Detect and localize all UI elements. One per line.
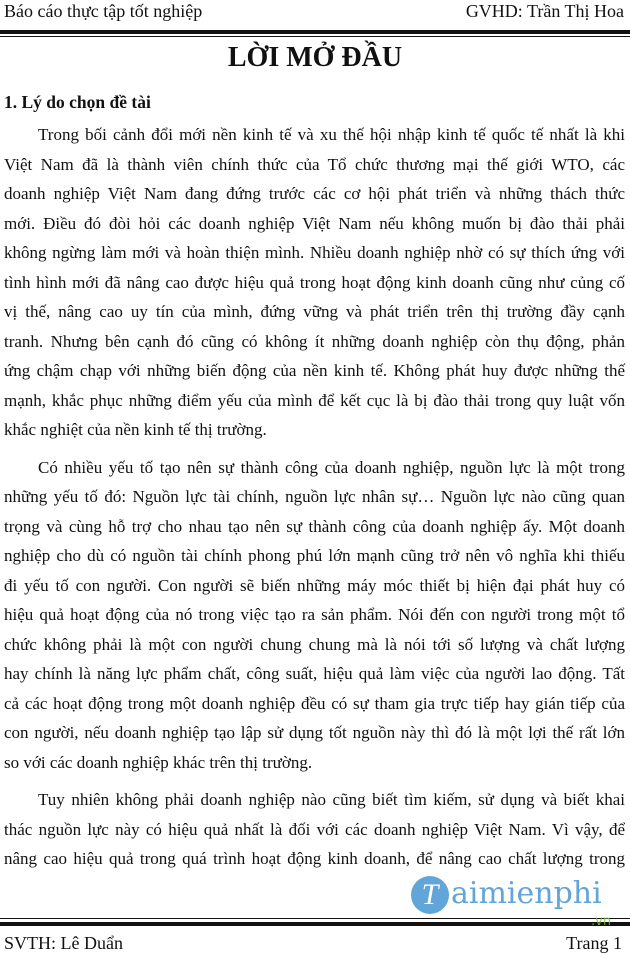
text-line: chức không phải là một con người chung chung mà là nói tới số lượng và chất lượng [4,634,625,654]
text-line: những yếu tố đó: Nguồn lực tài chính, nguồn lực nhân sự… Nguồn lực nào cũng quan [4,487,625,506]
paragraph [4,120,625,445]
watermark-logo-icon: T [411,876,449,914]
text-line: doanh nghiệp Việt Nam đang đứng trước các cơ hội phát triển và những thách thức [4,184,625,203]
text-line: Trong bối cảnh đổi mới nền kinh tế và xu thế hội nhập kinh tế quốc tế nhất là khi [38,125,625,144]
text-line: so với các doanh nghiệp khác trên thị trường. [4,752,313,772]
text-line: Có nhiều yếu tố tạo nên sự thành công của doanh nghiệp, nguồn lực là một trong [38,457,625,477]
page-title: LỜI MỞ ĐẦU [227,42,403,73]
text-line: vị thế, nâng cao uy tín của mình, đứng vững và phát triển trên thị trường đầy cạnh [4,302,625,321]
footer-rule-thin [0,918,630,919]
header-report-title: Báo cáo thực tập tốt nghiệp [4,1,203,21]
text-line: Tuy nhiên không phải doanh nghiệp nào cũng biết tìm kiếm, sử dụng và biết khai [38,790,625,809]
text-line: thác nguồn lực này có hiệu quả nhất là đối với các doanh nghiệp Việt Nam. Vì vậy, để [4,819,625,839]
text-line: không ngừng làm mới và hoàn thiện mình. Nhiều doanh nghiệp nhờ có sự thích ứng với [4,243,625,262]
page-header [4,1,624,25]
text-line: ứng chậm chạp với những biến động của nền kinh tế. Không phát huy được những thế [4,361,625,380]
footer-rule [0,922,630,926]
text-line: Việt Nam đã là thành viên chính thức của Tổ chức thương mại thế giới WTO, các [4,154,625,174]
text-line: tình hình mới đã nâng cao được hiệu quả trong hoạt động kinh doanh cũng như củng cố [4,272,625,292]
text-line: hay chính là năng lực phẩm chất, công suất, hiệu quả làm việc của người lao động. Tất [4,664,625,683]
body-text [4,120,625,882]
paragraph [4,785,625,874]
watermark-text: aimienphi [451,876,602,911]
text-line: hiệu quả hoạt động của nó trong việc tạo ra sản phẩm. Nói đến con người trong một tổ [4,605,625,624]
page-footer [4,933,622,954]
text-line: nghiệp cho dù có nguồn tài chính phong phú lớn mạnh cũng trở nên vô nghĩa khi thiếu [4,546,625,565]
header-rule [0,30,630,34]
header-rule-thin [0,36,630,37]
text-line: trọng và cùng hỗ trợ cho nhau tạo nên sự thành công của doanh nghiệp ấy. Một doanh [4,516,625,536]
text-line: mạnh, khắc phục những điểm yếu của mình để kết cục là bị đào thải trong quy luật vốn [4,390,625,410]
text-line: con người, nếu doanh nghiệp tạo lập sử dụng tốt nguồn này thì đó là một lợi thế rất lớn [4,723,625,742]
text-line: tranh. Nhưng bên cạnh đó cũng có không ít những doanh nghiệp còn thụ động, phản [4,331,625,351]
watermark-suffix: .vn [591,914,612,929]
text-line: mới. Điều đó đòi hỏi các doanh nghiệp Việt Nam nếu không muốn bị đào thải phải [4,213,625,233]
text-line: khắc nghiệt của nền kinh tế thị trường. [4,420,267,439]
header-supervisor: GVHD: Trần Thị Hoa [465,1,624,21]
paragraph [4,453,625,778]
text-line: cả các hoạt động trong một doanh nghiệp đều có sự tham gia trực tiếp hay gián tiếp của [4,693,625,713]
footer-student: SVTH: Lê Duẩn [4,933,123,953]
text-line: nâng cao hiệu quả trong quá trình hoạt động kinh doanh, để nâng cao chất lượng trong [4,849,625,868]
text-line: đi yếu tố con người. Con người sẽ biến những máy móc thiết bị hiện đại phát huy có [4,575,625,595]
page-number: Trang 1 [566,933,622,953]
section-heading: 1. Lý do chọn đề tài [4,92,151,112]
